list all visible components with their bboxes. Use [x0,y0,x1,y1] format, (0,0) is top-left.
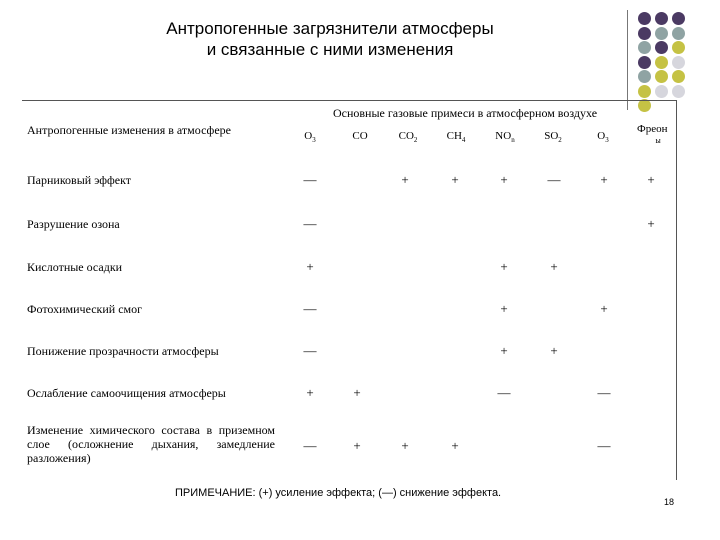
table-cell: — [303,216,317,231]
table-cell: + [401,172,409,187]
col-head-2 [388,130,428,144]
table-cell: + [306,385,314,400]
table-cell: + [550,259,558,274]
table-cell: + [500,172,508,187]
table-cell: — [547,172,561,187]
table-cell: + [600,301,608,316]
row-label: Парниковый эффект [27,173,132,187]
col-head-sub: 4 [461,136,466,145]
col-head-base: CO [352,130,368,142]
decorative-dot [638,85,651,98]
table-cell: — [303,438,317,453]
col-head-3 [436,130,476,144]
decorative-divider [627,10,628,110]
decorative-dot [638,70,651,83]
col-head-sub: 3 [312,136,316,145]
table-cell: + [353,438,361,453]
table-cell: + [353,385,361,400]
freon-tail-text: ы [655,136,661,145]
decorative-dot [638,41,651,54]
table-cell: + [500,259,508,274]
table-cell: + [550,343,558,358]
col-head-freon [637,124,667,146]
col-head-4 [485,130,525,144]
col-head-base: CH [446,130,462,142]
col-head-base: SO [544,130,559,142]
table-top-border [22,100,677,101]
col-head-base: CO [398,130,414,142]
table-cell: + [451,172,459,187]
col-head-0 [290,130,330,144]
decorative-dot-grid [634,10,720,110]
decorative-dot [672,70,685,83]
row-label: Фотохимический смог [27,302,143,316]
decorative-dot [672,85,685,98]
table-cell: + [401,438,409,453]
col-head-sub: n [511,136,515,145]
table-note: ПРИМЕЧАНИЕ: (+) усиление эффекта; (—) снижение эффекта. [175,487,502,499]
decorative-dot [672,41,685,54]
col-head-6 [583,130,623,144]
table-right-border [676,100,677,480]
title-line-1: Антропогенные загрязнители атмосферы [166,19,494,38]
col-head-sub: 3 [605,136,609,145]
decorative-dot [655,56,668,69]
decorative-dot [655,27,668,40]
table-cell: — [597,438,611,453]
changes-header: Антропогенные изменения в атмосфере [27,123,231,137]
table-cell: — [303,301,317,316]
row-label: Ослабление самоочищения атмосферы [27,386,226,400]
decorative-dot [655,70,668,83]
col-head-1 [340,130,380,142]
decorative-dot [672,12,685,25]
table-cell: — [597,385,611,400]
row-label: Кислотные осадки [27,260,123,274]
table-cell: + [500,301,508,316]
col-head-base: NO [495,130,512,142]
row-label: Понижение прозрачности атмосферы [27,344,219,358]
decorative-dot [638,12,651,25]
decorative-dot [638,27,651,40]
page-number: 18 [664,497,675,507]
decorative-dot [655,41,668,54]
table-cell: + [451,438,459,453]
col-head-base: O [304,130,313,142]
table-cell: — [303,343,317,358]
row-label: Разрушение озона [27,217,120,231]
col-head-5 [533,130,573,144]
table-cell: + [600,172,608,187]
table-cell: + [500,343,508,358]
table-cell: + [647,216,655,231]
table-cell: — [497,385,511,400]
col-head-sub: 2 [558,136,562,145]
decorative-dot [655,12,668,25]
decorative-dot [672,56,685,69]
decorative-dot [655,85,668,98]
table-cell: — [303,172,317,187]
decorative-dot [672,27,685,40]
decorative-dot [638,56,651,69]
slide-title [100,18,560,60]
col-head-base: O [597,130,606,142]
gases-header: Основные газовые примеси в атмосферном воздухе [332,106,598,120]
title-line-2: и связанные с ними изменения [206,40,454,59]
table-cell: + [306,259,314,274]
freon-head-text: Фреон [637,123,668,135]
col-head-sub: 2 [413,136,418,145]
table-cell: + [647,172,655,187]
row-label: Изменение химического состава в приземном слое (осложнение дыхания, замедление разложения) [27,423,275,465]
